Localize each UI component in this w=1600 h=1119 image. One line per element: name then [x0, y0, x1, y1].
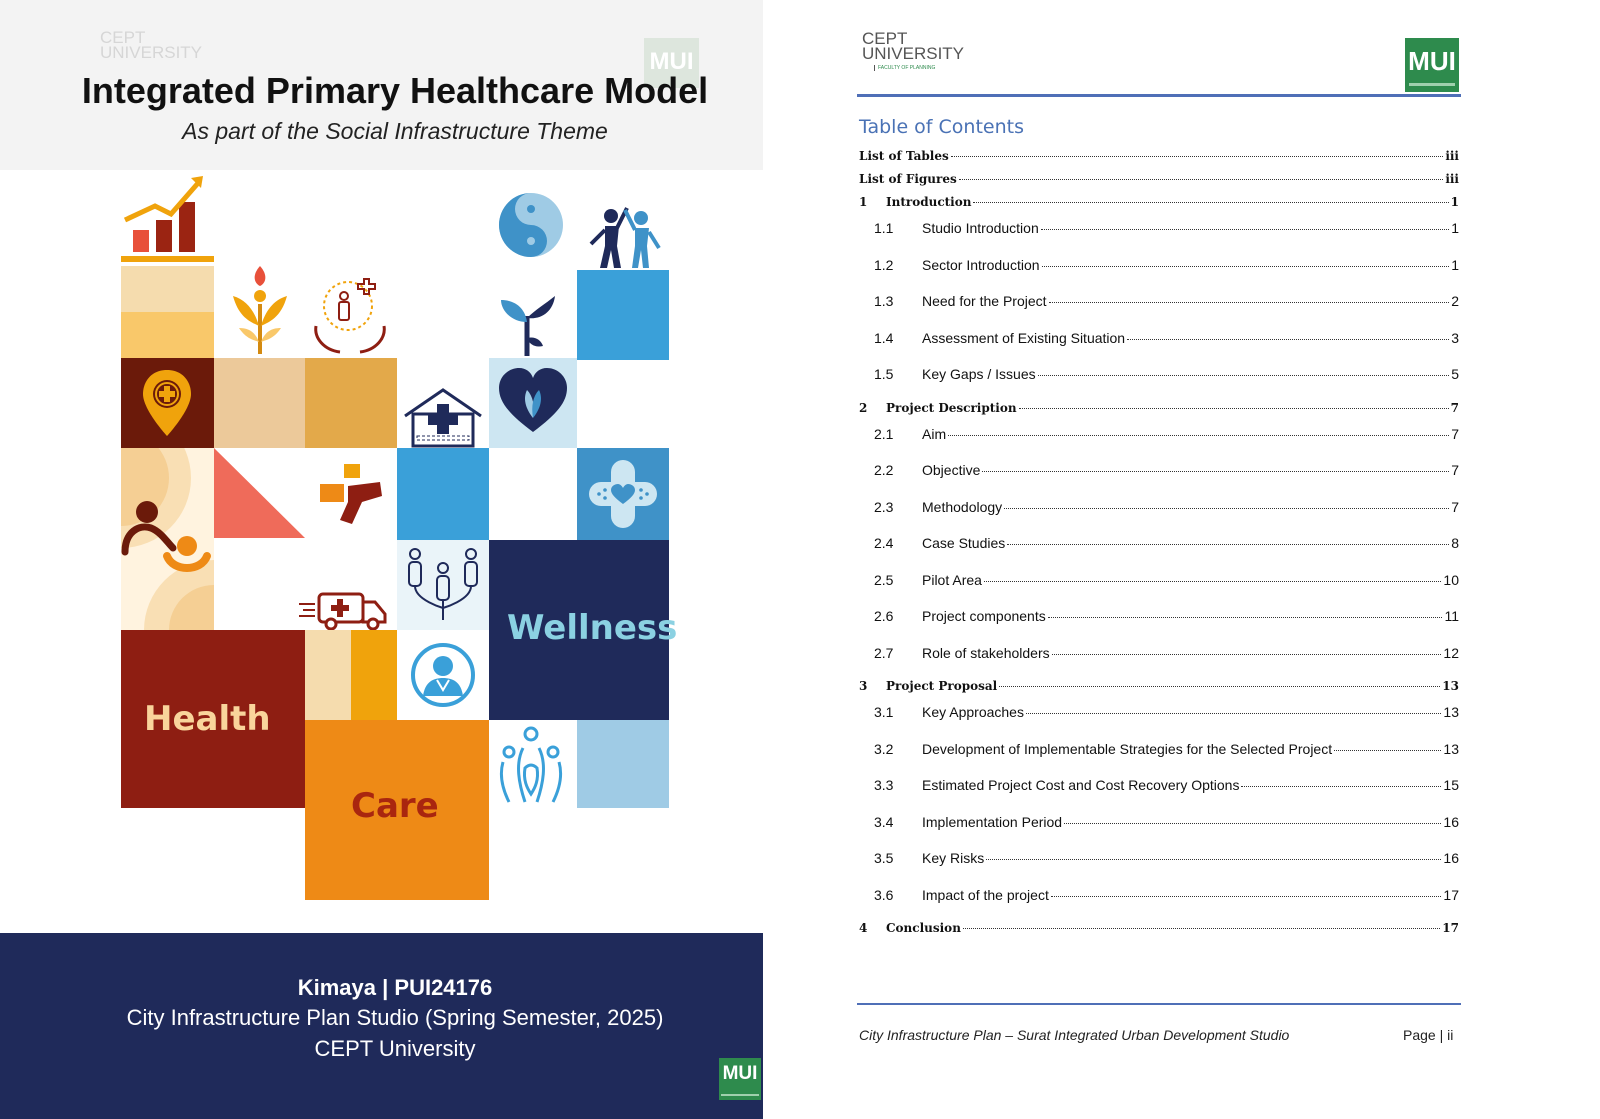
toc-entry[interactable]	[859, 608, 1459, 624]
toc-entry-label: Sector Introduction	[922, 257, 1040, 273]
toc-entry-label: Assessment of Existing Situation	[922, 330, 1126, 346]
high-five-icon	[583, 202, 665, 268]
mui-logo: MUI	[1405, 38, 1459, 92]
tile-cream	[121, 266, 214, 312]
cept-watermark-logo: CEPT UNIVERSITY	[100, 28, 203, 62]
toc-entry-number: 3.5	[874, 850, 894, 866]
toc-entry[interactable]	[859, 462, 1459, 478]
triangle-shape	[214, 448, 305, 538]
toc-entry[interactable]	[859, 195, 1459, 209]
toc-entry[interactable]	[859, 220, 1459, 236]
toc-leader-dots	[1026, 713, 1441, 714]
location-plus-icon	[121, 358, 214, 448]
toc-entry-number: 3.6	[874, 887, 894, 903]
toc-entry-label: Objective	[922, 462, 981, 478]
toc-leader-dots	[1051, 896, 1442, 897]
toc-entry-label: Project Proposal	[886, 679, 998, 693]
toc-entry[interactable]	[859, 366, 1459, 382]
toc-entry-page: 1	[1451, 257, 1459, 273]
toc-entry-page: 17	[1443, 887, 1459, 903]
toc-entry-number: 1.5	[874, 366, 894, 382]
toc-entry-number: 2.7	[874, 645, 894, 661]
cover-footer	[0, 933, 763, 1119]
toc-entry-page: 13	[1443, 741, 1459, 757]
toc-entry[interactable]	[859, 777, 1459, 793]
toc-entry-page: 1	[1450, 195, 1459, 209]
tile-tan	[214, 358, 305, 448]
toc-heading: Table of Contents	[859, 116, 1024, 138]
toc-entry-page: 10	[1443, 572, 1459, 588]
helping-hands-icon	[318, 462, 384, 526]
toc-entry-page: 16	[1443, 814, 1459, 830]
toc-entry-label: Conclusion	[886, 921, 961, 935]
toc-entry-label: Studio Introduction	[922, 220, 1039, 236]
toc-entry[interactable]	[859, 535, 1459, 551]
toc-entry[interactable]	[859, 850, 1459, 866]
university-line: CEPT University	[314, 1036, 476, 1061]
toc-entry-label: Case Studies	[922, 535, 1006, 551]
toc-leader-dots	[982, 471, 1449, 472]
toc-entry-label: Introduction	[886, 195, 972, 209]
sprout-icon	[497, 292, 557, 358]
toc-leader-dots	[963, 928, 1440, 929]
toc-entry-number: 1	[859, 195, 868, 209]
toc-leader-dots	[959, 179, 1444, 180]
toc-entry-number: 3.2	[874, 741, 894, 757]
clinic-house-icon	[397, 388, 489, 448]
toc-entry-page: 8	[1451, 535, 1459, 551]
toc-entry-label: Project Description	[886, 401, 1017, 415]
toc-leader-dots	[1042, 266, 1450, 267]
toc-entry[interactable]	[859, 426, 1459, 442]
toc-entry[interactable]	[859, 645, 1459, 661]
author-line: Kimaya | PUI24176	[297, 975, 493, 1000]
toc-entry-page: 12	[1443, 645, 1459, 661]
toc-leader-dots	[951, 156, 1444, 157]
tile-cream-small	[305, 630, 351, 720]
toc-entry[interactable]	[859, 704, 1459, 720]
toc-entry-page: iii	[1445, 149, 1459, 163]
toc-entry-number: 3.1	[874, 704, 894, 720]
studio-line: City Infrastructure Plan Studio (Spring Semester, 2025)	[126, 1005, 664, 1030]
toc-entry-number: 1.3	[874, 293, 894, 309]
toc-entry-page: 5	[1451, 366, 1459, 382]
toc-leader-dots	[1049, 302, 1450, 303]
family-hug-icon	[495, 724, 567, 808]
toc-leader-dots	[999, 686, 1440, 687]
toc-entry-page: 7	[1451, 499, 1459, 515]
toc-entry-number: 1.1	[874, 220, 894, 236]
people-group-icon	[397, 540, 489, 630]
toc-leader-dots	[1019, 408, 1449, 409]
toc-leader-dots	[1004, 508, 1449, 509]
toc-entry-label: List of Tables	[859, 149, 949, 163]
toc-entry[interactable]	[859, 257, 1459, 273]
toc-entry-number: 2.4	[874, 535, 894, 551]
toc-leader-dots	[1127, 339, 1449, 340]
toc-leader-dots	[1052, 654, 1442, 655]
growth-chart-icon	[121, 176, 214, 266]
toc-entry-page: 1	[1451, 220, 1459, 236]
doctor-icon	[397, 630, 489, 720]
toc-entry-label: Implementation Period	[922, 814, 1063, 830]
toc-entry-number: 3	[859, 679, 868, 693]
tile-amber	[351, 630, 397, 720]
toc-entry[interactable]	[859, 401, 1459, 415]
toc-entry-page: 11	[1444, 608, 1459, 624]
cover-title: Integrated Primary Healthcare Model	[81, 70, 709, 111]
toc-entry-page: 7	[1451, 426, 1459, 442]
toc-leader-dots	[1041, 229, 1449, 230]
toc-entry[interactable]	[859, 572, 1459, 588]
toc-entry-label: Pilot Area	[922, 572, 982, 588]
toc-entry-number: 2.6	[874, 608, 894, 624]
toc-entry[interactable]	[859, 679, 1459, 693]
mui-logo: MUI	[719, 1058, 761, 1100]
toc-entry[interactable]	[859, 293, 1459, 309]
cover-page	[0, 0, 763, 1119]
toc-entry-number: 1.2	[874, 257, 894, 273]
toc-entry-page: iii	[1445, 172, 1459, 186]
toc-leader-dots	[1038, 375, 1450, 376]
toc-entry-label: Key Approaches	[922, 704, 1024, 720]
toc-entry-label: Project components	[922, 608, 1046, 624]
toc-entry[interactable]	[859, 921, 1459, 935]
toc-entry-page: 7	[1450, 401, 1459, 415]
mui-watermark-logo: MUI	[644, 38, 699, 88]
toc-entry-number: 2.1	[874, 426, 894, 442]
toc-entry[interactable]	[859, 741, 1459, 757]
toc-entry-label: Estimated Project Cost and Cost Recovery Options	[922, 777, 1240, 793]
toc-entry-number: 2.2	[874, 462, 894, 478]
header-rule	[857, 94, 1461, 97]
toc-entry-number: 4	[859, 921, 868, 935]
toc-entry-label: Role of stakeholders	[922, 645, 1050, 661]
toc-entry-number: 3.3	[874, 777, 894, 793]
health-label: Health	[144, 699, 271, 739]
toc-leader-dots	[1241, 786, 1441, 787]
bandage-heart-icon	[577, 448, 669, 540]
toc-entry-label: Need for the Project	[922, 293, 1047, 309]
toc-entry-page: 17	[1442, 921, 1459, 935]
heart-leaf-icon	[489, 358, 577, 448]
toc-leader-dots	[1007, 544, 1449, 545]
toc-entry-number: 1.4	[874, 330, 894, 346]
toc-entry-page: 13	[1442, 679, 1459, 693]
ambulance-icon	[297, 588, 391, 630]
tile-sky-blue	[577, 720, 669, 808]
toc-entry-page: 2	[1451, 293, 1459, 309]
tile-mustard	[305, 358, 397, 448]
toc-entry-number: 2.3	[874, 499, 894, 515]
toc-entry-label: Development of Implementable Strategies for the Selected Project	[922, 741, 1333, 757]
toc-entry-page: 7	[1451, 462, 1459, 478]
toc-leader-dots	[1334, 750, 1441, 751]
toc-entry[interactable]	[859, 149, 1459, 163]
toc-leader-dots	[986, 859, 1441, 860]
tile-blue	[577, 270, 669, 360]
toc-entry-label: Aim	[922, 426, 947, 442]
toc-entry-label: Impact of the project	[922, 887, 1049, 903]
toc-entry-number: 3.4	[874, 814, 894, 830]
toc-leader-dots	[984, 581, 1441, 582]
toc-entry[interactable]	[859, 172, 1459, 186]
toc-entry[interactable]	[859, 814, 1459, 830]
care-hands-icon	[310, 276, 390, 358]
toc-leader-dots	[1048, 617, 1443, 618]
community-icon	[121, 448, 214, 630]
cept-university-logo: CEPT UNIVERSITY FACULTY OF PLANNING	[862, 29, 965, 71]
tile-mid-blue	[397, 448, 489, 540]
toc-leader-dots	[948, 435, 1449, 436]
tile-peach	[121, 312, 214, 358]
page-footer-title: City Infrastructure Plan – Surat Integrated Urban Development Studio	[859, 1027, 1290, 1043]
toc-entry[interactable]	[859, 887, 1459, 903]
toc-leader-dots	[1064, 823, 1441, 824]
toc-entry-page: 13	[1443, 704, 1459, 720]
toc-entry-label: Key Risks	[922, 850, 985, 866]
toc-entry-page: 3	[1451, 330, 1459, 346]
toc-entry-label: List of Figures	[859, 172, 957, 186]
page-number: Page | ii	[1403, 1027, 1454, 1043]
toc-page	[775, 0, 1600, 1119]
toc-entry-page: 15	[1443, 777, 1459, 793]
toc-entry[interactable]	[859, 499, 1459, 515]
cover-subtitle: As part of the Social Infrastructure Theme	[182, 118, 608, 144]
toc-entry-number: 2.5	[874, 572, 894, 588]
toc-entry-page: 16	[1443, 850, 1459, 866]
toc-entry[interactable]	[859, 330, 1459, 346]
toc-entry-label: Methodology	[922, 499, 1003, 515]
lotus-person-icon	[229, 266, 291, 356]
care-label: Care	[351, 786, 439, 826]
wellness-label: Wellness	[507, 608, 678, 648]
cover-header	[0, 0, 763, 170]
yin-yang-icon	[498, 192, 564, 258]
toc-entry-label: Key Gaps / Issues	[922, 366, 1036, 382]
toc-leader-dots	[973, 202, 1448, 203]
toc-entry-number: 2	[859, 401, 868, 415]
footer-rule	[857, 1003, 1461, 1005]
